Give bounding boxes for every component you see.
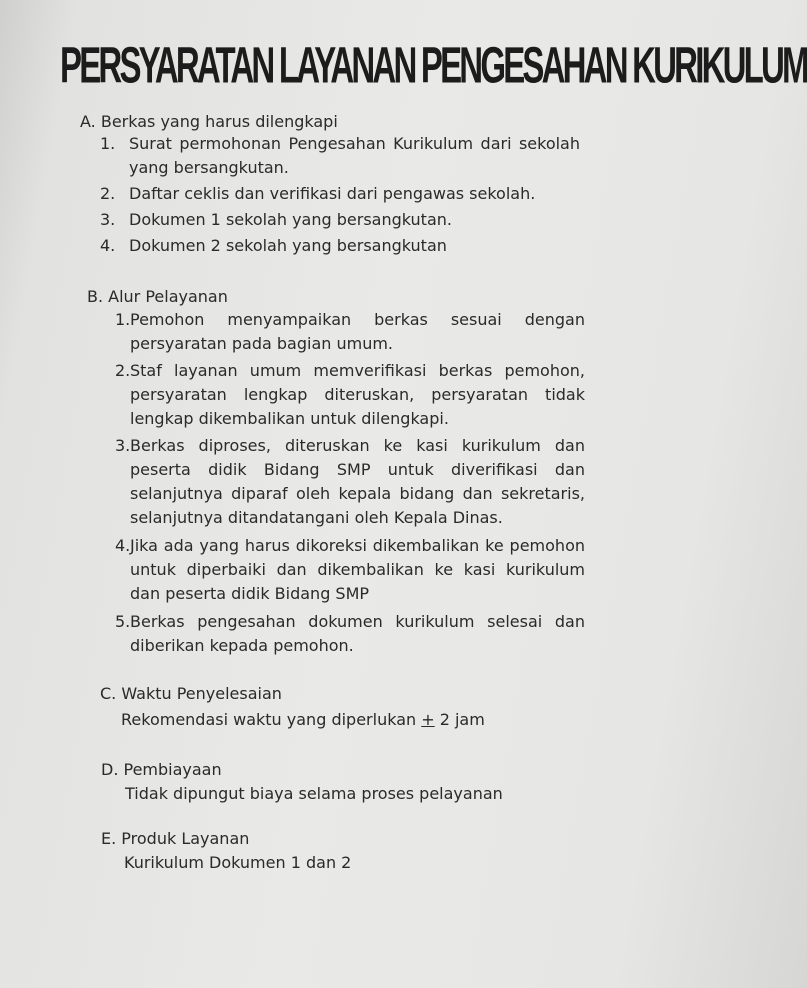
item-number: 4. <box>115 536 131 555</box>
item-number: 1. <box>100 134 116 153</box>
document-title: PERSYARATAN LAYANAN PENGESAHAN KURIKULUM <box>60 36 807 94</box>
product-text: Kurikulum Dokumen 1 dan 2 <box>124 853 352 872</box>
section-e-heading: E. Produk Layanan <box>101 829 250 848</box>
item-number: 2. <box>100 184 116 203</box>
section-a-heading: A. Berkas yang harus dilengkapi <box>80 112 338 131</box>
item-text: Berkas pengesahan dokumen kurikulum selesai dan diberikan kepada pemohon. <box>130 612 585 655</box>
completion-time-label: Rekomendasi waktu yang diperlukan <box>121 710 422 729</box>
item-text: Dokumen 1 sekolah yang bersangkutan. <box>129 210 452 229</box>
item-number: 3. <box>100 210 116 229</box>
item-text: Jika ada yang harus dikoreksi dikembalikan ke pemohon untuk diperbaiki dan dikembalikan ke kasi kurikulum dan peserta didik Bidang SMP <box>130 536 585 603</box>
item-text: Dokumen 2 sekolah yang bersangkutan <box>129 236 447 255</box>
item-number: 4. <box>100 236 116 255</box>
item-number: 2. <box>115 361 131 380</box>
section-d-heading: D. Pembiayaan <box>101 760 222 779</box>
completion-time-text <box>121 710 485 729</box>
item-number: 5. <box>115 612 131 631</box>
item-text: Surat permohonan Pengesahan Kurikulum dari sekolah yang bersangkutan. <box>129 134 580 177</box>
item-text: Staf layanan umum memverifikasi berkas pemohon, persyaratan lengkap diteruskan, persyaratan tidak lengkap dikembalikan untuk dilengkapi. <box>130 361 585 428</box>
section-b-heading: B. Alur Pelayanan <box>87 287 228 306</box>
item-text: Berkas diproses, diteruskan ke kasi kurikulum dan peserta didik Bidang SMP untuk diverifikasi dan selanjutnya diparaf oleh kepala bidang dan sekretaris, selanjutnya ditandatangani oleh Kepala Dinas. <box>130 436 585 527</box>
item-number: 1. <box>115 310 131 329</box>
section-c-heading: C. Waktu Penyelesaian <box>100 684 282 703</box>
item-number: 3. <box>115 436 131 455</box>
cost-text: Tidak dipungut biaya selama proses pelayanan <box>125 784 503 803</box>
item-text: Daftar ceklis dan verifikasi dari pengawas sekolah. <box>129 184 536 203</box>
plus-minus-symbol: + <box>421 710 435 729</box>
item-text: Pemohon menyampaikan berkas sesuai dengan persyaratan pada bagian umum. <box>130 310 585 353</box>
completion-time-value: 2 jam <box>434 710 485 729</box>
